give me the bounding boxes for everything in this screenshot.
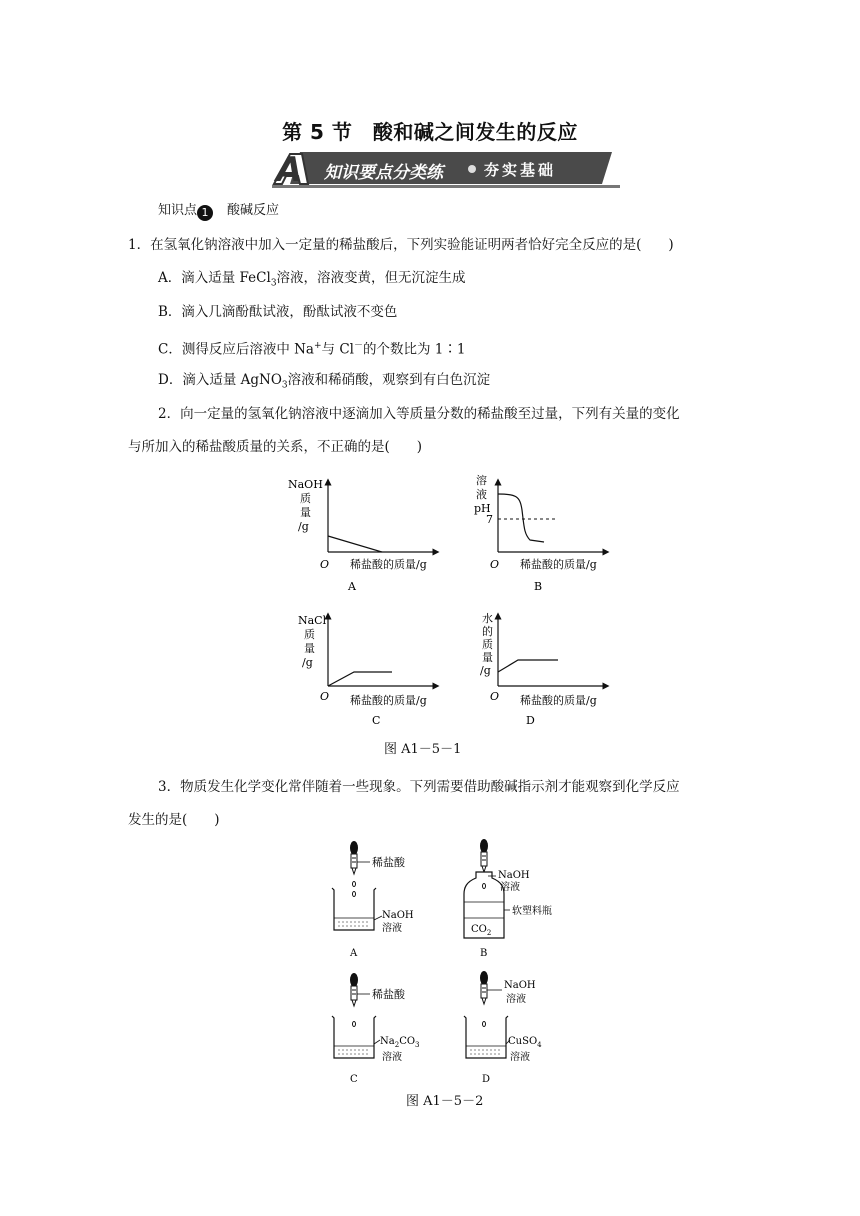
dropper-icon <box>480 839 488 872</box>
apparatus-a <box>332 841 414 959</box>
question-2-line1: 2．向一定量的氢氧化钠溶液中逐滴加入等质量分数的稀盐酸至过量，下列有关量的变化 <box>158 406 680 422</box>
graph-b-curve <box>498 494 544 542</box>
graph-a-line <box>328 536 382 552</box>
graph-d-ylabel-1: 水 <box>482 612 493 625</box>
question-3-line2: 发生的是( ) <box>128 812 220 828</box>
q1-option-b: B．滴入几滴酚酞试液，酚酞试液不变色 <box>158 304 398 320</box>
graph-c-ylabel-3: 量 <box>304 642 315 655</box>
banner-sub: 夯实基础 <box>484 161 557 179</box>
figure-1-caption: 图 A1－5－1 <box>384 742 462 757</box>
page-title: 第 5 节 酸和碱之间发生的反应 <box>282 120 578 144</box>
q1-option-a: A．滴入适量 FeCl$_3$溶液，溶液变黄，但无沉淀生成 <box>158 270 466 289</box>
graph-b-ylabel-1: 溶 <box>476 474 487 487</box>
graph-b-origin: O <box>490 558 500 571</box>
d-solution-label-2: 溶液 <box>510 1052 530 1063</box>
graph-a <box>288 478 436 593</box>
graph-c-origin: O <box>320 690 330 703</box>
figure-a1-5-2 <box>320 838 570 1118</box>
graph-a-ylabel-2: 质 <box>300 492 311 505</box>
graph-b-ylabel-2: 液 <box>476 488 487 501</box>
graph-d-ylabel-2: 的 <box>482 625 493 638</box>
section-heading <box>158 201 279 221</box>
apparatus-a-label: A <box>350 948 358 959</box>
banner-main: 知识要点分类练 <box>324 163 443 183</box>
graph-c-label: C <box>372 714 381 727</box>
q1-option-d: D．滴入适量 AgNO$_3$溶液和稀硝酸，观察到有白色沉淀 <box>158 372 491 391</box>
apparatus-d-label: D <box>482 1074 491 1085</box>
apparatus-b-label: B <box>480 948 488 959</box>
c-solution-label-2: 溶液 <box>382 1052 402 1063</box>
graph-c-line <box>328 672 392 686</box>
graph-b-tick-7: 7 <box>486 513 493 526</box>
apparatus-d <box>464 971 542 1085</box>
c-solution-label-1: $Na_2CO_3$ <box>380 1036 420 1049</box>
c-dropper-label: 稀盐酸 <box>372 988 405 1001</box>
a-solution-label-2: 溶液 <box>382 923 402 934</box>
b-bottle-label: 软塑料瓶 <box>512 906 552 917</box>
graph-d-ylabel-4: 量 <box>482 651 493 664</box>
figure-2-caption: 图 A1－5－2 <box>406 1094 484 1109</box>
apparatus-b <box>464 839 552 959</box>
graph-d-ylabel-3: 质 <box>482 638 493 651</box>
beaker-icon <box>332 888 376 930</box>
graph-c-ylabel-4: /g <box>302 656 313 669</box>
graph-c-ylabel-2: 质 <box>304 628 315 641</box>
graph-a-origin: O <box>320 558 330 571</box>
question-1-stem: 1．在氢氧化钠溶液中加入一定量的稀盐酸后，下列实验能证明两者恰好完全反应的是( ) <box>128 237 674 253</box>
question-3-line1: 3．物质发生化学变化常伴随着一些现象。下列需要借助酸碱指示剂才能观察到化学反应 <box>158 779 680 795</box>
section-banner <box>272 148 620 190</box>
graph-d-label: D <box>526 714 535 727</box>
graph-a-ylabel-3: 量 <box>300 506 311 519</box>
graph-b-ylabel-3: pH <box>474 502 491 515</box>
apparatus-c <box>332 973 420 1085</box>
graph-b-label: B <box>534 580 543 593</box>
dropper-icon <box>350 841 358 874</box>
graph-d-origin: O <box>490 690 500 703</box>
graph-b <box>474 473 606 593</box>
graph-c-ylabel-1: NaCl <box>298 614 327 627</box>
graph-a-ylabel-4: /g <box>298 520 309 533</box>
section-number-badge: 1 <box>197 205 213 221</box>
b-dropper-label-1: NaOH <box>498 870 530 881</box>
graph-d-ylabel-5: /g <box>480 664 491 677</box>
section-label: 知识点 <box>158 203 198 218</box>
d-solution-label-1: CuSO$_4$ <box>508 1036 542 1049</box>
d-dropper-label-2: 溶液 <box>506 994 526 1005</box>
graph-c <box>298 614 436 727</box>
beaker-icon <box>332 1016 376 1058</box>
banner-letter: A <box>276 150 303 190</box>
graph-a-label: A <box>348 580 356 593</box>
graph-d <box>480 611 606 727</box>
question-2-line2: 与所加入的稀盐酸质量的关系，不正确的是( ) <box>128 439 423 455</box>
graph-b-xlabel: 稀盐酸的质量/g <box>520 558 597 571</box>
d-dropper-label-1: NaOH <box>504 980 536 991</box>
figure-a1-5-1 <box>280 470 620 740</box>
graph-c-xlabel: 稀盐酸的质量/g <box>350 694 427 707</box>
b-dropper-label-2: 溶液 <box>500 882 520 893</box>
graph-d-xlabel: 稀盐酸的质量/g <box>520 694 597 707</box>
q1-option-c: C．测得反应后溶液中 Na+与 Cl－的个数比为 1∶1 <box>158 341 466 358</box>
dropper-icon <box>480 971 488 1004</box>
graph-a-ylabel-1: NaOH <box>288 478 323 491</box>
graph-a-xlabel: 稀盐酸的质量/g <box>350 558 427 571</box>
beaker-icon <box>464 1016 508 1058</box>
a-dropper-label: 稀盐酸 <box>372 856 405 869</box>
apparatus-c-label: C <box>350 1074 358 1085</box>
section-name: 酸碱反应 <box>227 203 280 218</box>
b-gas-label: $CO_2$ <box>471 924 492 937</box>
graph-d-line <box>498 660 558 672</box>
a-solution-label-1: NaOH <box>382 910 414 921</box>
dropper-icon <box>350 973 358 1006</box>
banner-dot-icon <box>468 165 476 173</box>
